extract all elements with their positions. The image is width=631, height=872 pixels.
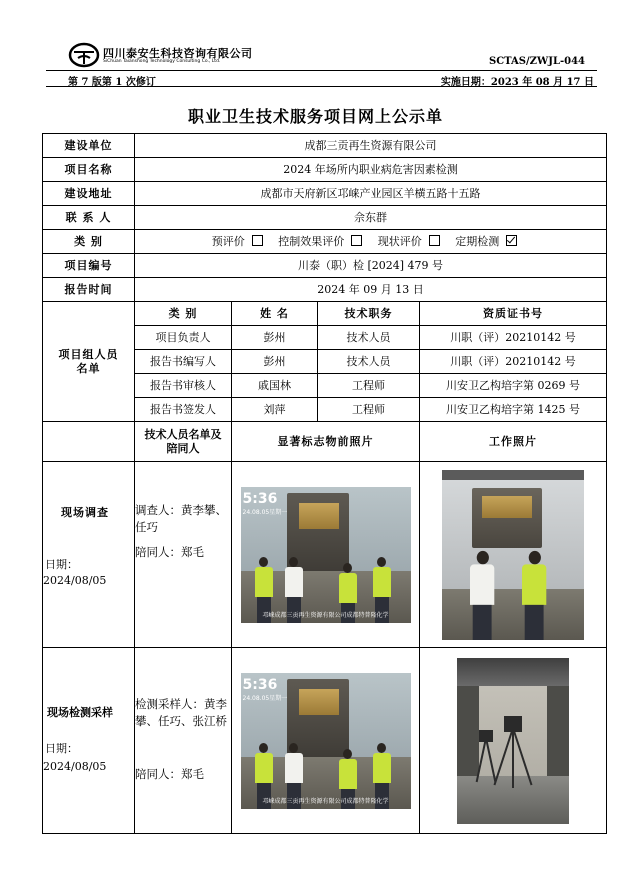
- landmark-photo-header: 显著标志物前照片: [232, 422, 420, 462]
- photo-header-row: [43, 422, 607, 462]
- category-option-label: 预评价: [211, 234, 245, 248]
- page-title: 职业卫生技术服务项目网上公示单: [187, 107, 443, 126]
- checkbox-icon[interactable]: [252, 235, 263, 246]
- row-category: [43, 230, 607, 254]
- row-report-time: [43, 278, 607, 302]
- staff-name: 刘萍: [232, 398, 318, 422]
- sampling-landmark-photo-cell: [232, 648, 420, 834]
- survey-date-label: 日期：: [45, 558, 78, 571]
- survey-companion: 陪同人：郑毛: [135, 545, 204, 559]
- implementation-date: 实施日期：2023 年 08 月 17 日: [440, 77, 594, 88]
- tech-staff-header: 技术人员名单及陪同人: [135, 422, 232, 462]
- photo-time-stamp: 5:36: [242, 676, 278, 693]
- category-label: 类 别: [43, 230, 135, 254]
- survey-staff-cell: [135, 462, 232, 648]
- staff-cert: 川安卫乙构培字第 1425 号: [420, 398, 607, 422]
- company-name-en: SiChuan Taianshong Technology Consulting Co., Ltd.: [103, 59, 221, 64]
- staff-header-title: 技术职务: [318, 302, 420, 326]
- category-option-label: 现状评价: [377, 234, 422, 248]
- header-divider-lower: [46, 86, 597, 87]
- row-address: [43, 182, 607, 206]
- photo-time-stamp: 5:36: [242, 490, 278, 507]
- sampling-label: 现场检测采样: [47, 706, 113, 719]
- survey-investigators: 调查人：黄李攀、任巧: [135, 503, 227, 534]
- sampling-label-cell: [43, 648, 135, 834]
- staff-name: 彭州: [232, 350, 318, 374]
- row-contact: [43, 206, 607, 230]
- staff-cert: 川安卫乙构培字第 0269 号: [420, 374, 607, 398]
- code-value: 川泰（职）检 [2024] 479 号: [135, 254, 607, 278]
- staff-category: 项目负责人: [135, 326, 232, 350]
- sampling-work-photo-cell: [420, 648, 607, 834]
- survey-row: [43, 462, 607, 648]
- survey-label: 现场调查: [61, 506, 109, 519]
- sampling-row: [43, 648, 607, 834]
- staff-title: 工程师: [318, 374, 420, 398]
- sampling-companion: 陪同人：郑毛: [135, 767, 204, 781]
- announcement-table: [42, 133, 607, 834]
- unit-value: 成都三贡再生资源有限公司: [135, 134, 607, 158]
- survey-label-cell: [43, 462, 135, 648]
- address-value: 成都市天府新区邛崃产业园区羊横五路十五路: [135, 182, 607, 206]
- staff-name: 戚国林: [232, 374, 318, 398]
- photo-location-stamp: 邛崃成都三贡再生资源有限公司成都特普隆化学: [262, 612, 389, 620]
- photo-date-stamp: 24.08.05星期一: [242, 694, 288, 702]
- company-logo-icon: [68, 42, 100, 68]
- work-photo-header: 工作照片: [420, 422, 607, 462]
- survey-landmark-photo[interactable]: [241, 487, 411, 623]
- category-options: [135, 230, 607, 254]
- category-option[interactable]: [212, 235, 269, 248]
- survey-work-photo-cell: [420, 462, 607, 648]
- report-label: 报告时间: [43, 278, 135, 302]
- staff-category: 报告书签发人: [135, 398, 232, 422]
- version-text: 第 7 版第 1 次修订: [68, 77, 156, 88]
- staff-header-name: 姓 名: [232, 302, 318, 326]
- staff-category: 报告书审核人: [135, 374, 232, 398]
- photo-date-stamp: 24.08.05星期一: [242, 508, 288, 516]
- staff-name: 彭州: [232, 326, 318, 350]
- category-option[interactable]: [278, 235, 368, 248]
- company-name-cn: 四川泰安生科技咨询有限公司: [103, 47, 253, 60]
- category-option[interactable]: [455, 235, 523, 248]
- checked-checkbox-icon[interactable]: [506, 235, 517, 246]
- photo-header-blank: [43, 422, 135, 462]
- survey-date: 2024/08/05: [43, 574, 107, 587]
- checkbox-icon[interactable]: [429, 235, 440, 246]
- sampling-date: 2024/08/05: [43, 760, 107, 773]
- contact-label: 联 系 人: [43, 206, 135, 230]
- sampling-samplers: 检测采样人：黄李攀、任巧、张江桥: [135, 697, 227, 728]
- checkbox-icon[interactable]: [351, 235, 362, 246]
- sampling-date-label: 日期：: [45, 742, 78, 755]
- sampling-landmark-photo[interactable]: [241, 673, 411, 809]
- report-value: 2024 年 09 月 13 日: [135, 278, 607, 302]
- staff-group-label: 项目组人员名单: [43, 302, 135, 422]
- contact-value: 佘东群: [135, 206, 607, 230]
- sampling-staff-cell: [135, 648, 232, 834]
- header-divider: [46, 70, 597, 71]
- staff-title: 工程师: [318, 398, 420, 422]
- staff-cert: 川职（评）20210142 号: [420, 326, 607, 350]
- staff-title: 技术人员: [318, 326, 420, 350]
- code-label: 项目编号: [43, 254, 135, 278]
- survey-landmark-photo-cell: [232, 462, 420, 648]
- category-option[interactable]: [378, 235, 446, 248]
- staff-category: 报告书编写人: [135, 350, 232, 374]
- staff-header-cert: 资质证书号: [420, 302, 607, 326]
- project-value: 2024 年场所内职业病危害因素检测: [135, 158, 607, 182]
- survey-work-photo[interactable]: [442, 470, 584, 640]
- category-option-label: 控制效果评价: [278, 234, 345, 248]
- photo-location-stamp: 邛崃成都三贡再生资源有限公司成都特普隆化学: [262, 798, 389, 806]
- row-code: [43, 254, 607, 278]
- sampling-work-photo[interactable]: [457, 658, 569, 824]
- category-option-label: 定期检测: [455, 234, 500, 248]
- staff-title: 技术人员: [318, 350, 420, 374]
- staff-header-row: [43, 302, 607, 326]
- unit-label: 建设单位: [43, 134, 135, 158]
- address-label: 建设地址: [43, 182, 135, 206]
- staff-cert: 川职（评）20210142 号: [420, 350, 607, 374]
- row-project: [43, 158, 607, 182]
- row-unit: [43, 134, 607, 158]
- document-header: [0, 0, 631, 100]
- document-number: SCTAS/ZWJL-044: [488, 56, 585, 67]
- project-label: 项目名称: [43, 158, 135, 182]
- staff-header-category: 类 别: [135, 302, 232, 326]
